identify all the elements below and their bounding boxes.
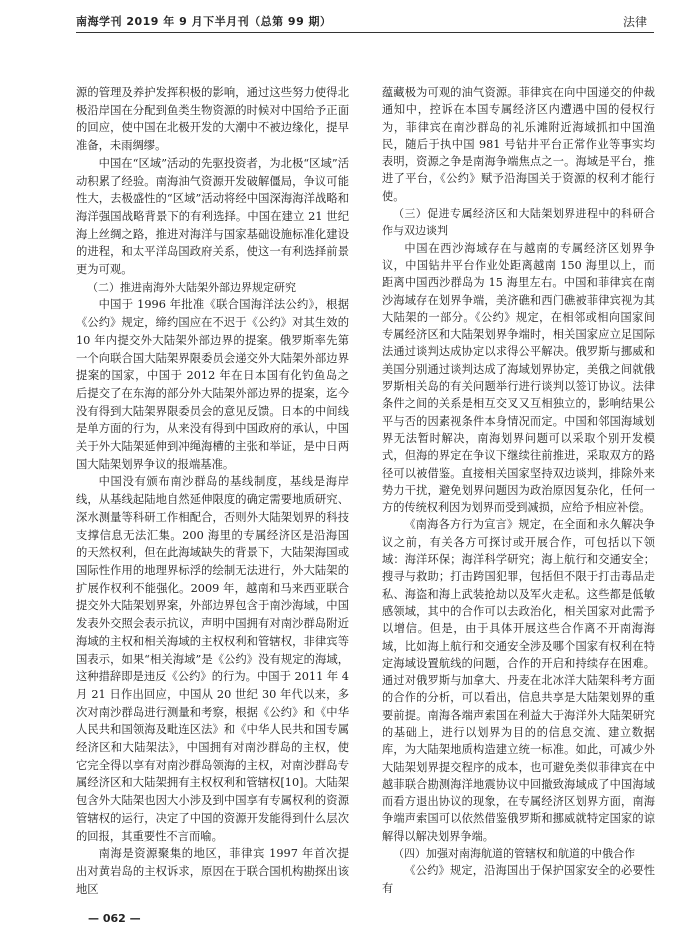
header-rule [76,32,654,33]
page-number: — 062 — [88,912,141,925]
left-column [76,84,349,898]
section-heading: （三）促进专属经济区和大陆架划界进程中的科研合作与双边谈判 [382,207,655,238]
page-header [0,0,700,40]
paragraph: 《公约》规定，沿海国出于保护国家安全的必要性有 [382,864,655,895]
section-heading: （二）推进南海外大陆架外部边界规定研究 [87,280,296,294]
journal-title: 南海学刊 2019 年 9 月下半月刊（总第 99 期） [76,15,332,28]
paragraph: 中国在“区域”活动的先驱投资者，为北极“区域”活动积累了经验。南海油气资源开发破解僵局，争议可能性大，去极盛性的“区域”活动将经中国深海海洋战略和海洋强国战略背景下的有利选择。中国在建立 21 世纪海上丝绸之路，推进对海洋与国家基础设施标准化建设的进程，和太平洋岛国政府关系，使这一有利选择前景更为可观。 [76,156,349,277]
section-label: 法律 [622,15,647,29]
paragraph: 中国没有颁布南沙群岛的基线制度，基线是海岸线，从基线起陆地自然延伸限度的确定需要地质研究、深水测量等科研工作相配合，否则外大陆架划界的科技支撑信息无法汇集。200 海里的专属经济区是沿海国的天然权利，但在此海域缺失的背景下，大陆架海国或国际性作用的地理界标浮的绘制无法进行，外大陆架的扩展作权利不能强化。2009 年，越南和马来西亚联合提交外大陆架划界案，外部边界包含于南沙海域，中国发表外交照会表示抗议，声明中国拥有对南沙群岛附近海域的主权和相关海域的主权权利和管辖权，非律宾等国表示，如果“相关海域”是《公约》没有规定的海域，这种措辞即是违反《公约》的行为。中国于 2011 年 4 月 21 日作出回应，中国从 20 世纪 30 年代以来，多次对南沙群岛进行测量和考察，根据《公约》和《中华人民共和国领海及毗连区法》和《中华人民共和国专属经济区和大陆架法》，中国拥有对南沙群岛的主权，使它完全得以享有对南沙群岛领海的主权，对南沙群岛专属经济区和大陆架拥有主权权利和管辖权[10]。大陆架包含外大陆架也因大小涉及到中国享有专属权利的资源管辖权的运行，决定了中国的资源开发能得到什么层次的回报，其重要性不言而喻。 [76,475,349,843]
paragraph: 源的管理及养护发挥积极的影响，通过这些努力使得北极沿岸国在分配到鱼类生物资源的时候对中国给予正面的回应，使中国在北极开发的大潮中不被边缘化，提早准备，未雨绸缪。 [76,86,349,153]
paragraph: 蕴藏极为可观的油气资源。菲律宾在向中国递交的仲裁通知中，控诉在本国专属经济区内遭遇中国的侵权行为，菲律宾在南沙群岛的礼乐滩附近海域抓扣中国渔民，随后于执中国 981 号钻井平台正常作业等事实均表明，资源之争是南海争端焦点之一。海域是平台，推进了平台，《公约》赋予沿海国关于资源的权利才能行使。 [382,86,655,203]
paragraph: 中国于 1996 年批准《联合国海洋法公约》，根据《公约》规定，缔约国应在不迟于《公约》对其生效的 10 年内提交外大陆架外部边界的提案。俄罗斯率先第一个向联合国大陆架界限委员会递交外大陆架外部边界提案的国家，中国于 2012 年在日本国有化钓鱼岛之后提交了在东海的部分外大陆架外部边界的提案，迄今没有得到大陆架界限委员会的意见反馈。日本的中间线是单方面的行为，从来没有得到中国政府的承认，中国关于外大陆架延伸到冲绳海槽的主张和举证，是中日两国大陆架划界争议的报端基准。 [76,298,349,471]
paragraph: 中国在西沙海域存在与越南的专属经济区划界争议，中国钻井平台作业处距离越南 150 海里以上，而距离中国西沙群岛为 15 海里左右。中国和菲律宾在南沙海域存在划界争端，美济礁和西门礁被菲律宾视为其大陆架的一部分。《公约》规定，在相邻或相向国家间专属经济区和大陆架划界争端时，相关国家应立足国际法通过谈判达成协定以求得公平解决。俄罗斯与挪威和美国分别通过谈判达成了海域划界协定，美俄之间就俄罗斯相关岛的有关问题举行进行谈判以签订协议。法律条件之间的关系是相互交叉又互相独立的，影响结果公平与否的因素视条件本身情况而定。中国和邻国海域划界无法暂时解决，南海划界问题可以采取个别开发模式，但海的界定在争议下继续往前推进，采取双方的路径可以被借鉴。直接相关国家坚持双边谈判，排除外来势力干扰，避免划界问题因为政治原因复杂化，任何一方的传统权利因为划界而受到减损，应给予相应补偿。 [382,241,655,515]
paragraph: 南海是资源聚集的地区，菲律宾 1997 年首次提出对黄岩岛的主权诉求，原因在于联合国机构勘探出该地区 [76,847,349,896]
paragraph: 《南海各方行为宣言》规定，在全面和永久解决争议之前，有关各方可探讨或开展合作，可包括以下领域：海洋环保；海洋科学研究；海上航行和交通安全；搜寻与救助；打击跨国犯罪，包括但不限于打击毒品走私、海盗和海上武装抢劫以及军火走私。这些都是低敏感领域，其中的合作可以去政治化，相关国家对此需予以增信。但是，由于具体开展这些合作离不开南海海域，比如海上航行和交通安全涉及哪个国家有权利在特定海域设置航线的问题，合作的开启和持续存在困难。通过对俄罗斯与加拿大、丹麦在北冰洋大陆架科考方面的合作的分析，可以看出，信息共享是大陆架划界的重要前提。南海各端声索国在利益大于海洋外大陆架研究的基础上，进行以划界为目的的信息交流、建立数据库，为大陆架地质构造建立统一标准。如此，可减少外大陆架划界提交程序的成本，也可避免类似菲律宾在中越菲联合勘测海洋地震协议中回撤致海域成了中国海域而看方退出协议的现象，在专属经济区划界方面，南海争端声索国可以依然借鉴俄罗斯和挪威就特定国家的谅解得以解决划界争端。 [382,518,655,843]
section-heading: （四）加强对南海航道的管辖权和航道的中俄合作 [393,847,635,861]
right-column [382,84,655,897]
